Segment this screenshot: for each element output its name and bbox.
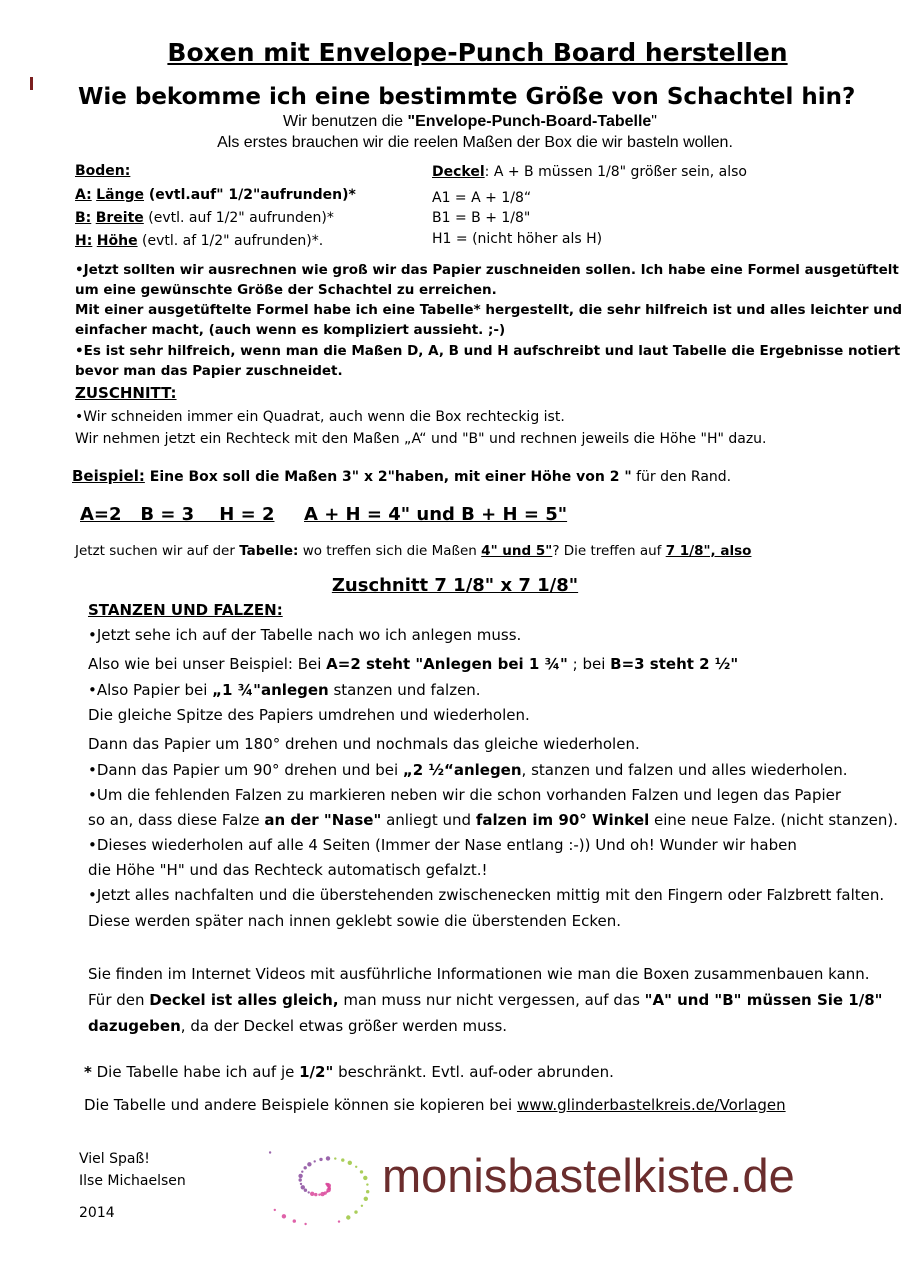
stanzen-l2d: B=3 steht 2 ½"	[610, 655, 739, 673]
boden-b	[75, 210, 334, 226]
stanzen-line: •Dieses wiederholen auf alle 4 Seiten (Immer der Nase entlang :-)) Und oh! Wunder wir haben	[88, 836, 797, 854]
deckel-h1: H1 = (nicht höher als H)	[432, 231, 603, 247]
search-p2: Tabelle:	[239, 543, 299, 559]
search-p1: Jetzt suchen wir auf der	[75, 543, 240, 559]
internet-l2d: "A" und "B" müssen Sie 1/8"	[644, 991, 883, 1009]
deckel-heading	[432, 164, 747, 180]
stanzen-line	[88, 655, 738, 673]
formula-left: A=2 B = 3 H = 2	[80, 504, 275, 525]
margin-mark	[30, 77, 33, 90]
stanzen-heading: STANZEN UND FALZEN:	[88, 601, 283, 619]
beispiel-label: Beispiel:	[72, 467, 145, 485]
internet-l2b: Deckel ist alles gleich,	[149, 991, 339, 1009]
para1-line: bevor man das Papier zuschneidet.	[75, 363, 343, 379]
note-a: Die Tabelle habe ich auf je	[91, 1063, 300, 1081]
internet-l3b: , da der Deckel etwas größer werden muss.	[180, 1017, 508, 1035]
boden-h-label: H:	[75, 233, 93, 249]
page-title: Boxen mit Envelope-Punch Board herstellen	[167, 38, 788, 67]
internet-line	[88, 991, 882, 1009]
stanzen-line	[88, 811, 898, 829]
boden-heading: Boden:	[75, 163, 131, 179]
intro-prefix: Wir benutzen die	[283, 113, 408, 130]
beispiel-line	[72, 467, 731, 485]
stanzen-line: •Um die fehlenden Falzen zu markieren neben wir die schon vorhanden Falzen und legen das Papier	[88, 786, 842, 804]
stanzen-line: Diese werden später nach innen geklebt sowie die überstenden Ecken.	[88, 912, 622, 930]
internet-line: Sie finden im Internet Videos mit ausführliche Informationen wie man die Boxen zusammenbauen kann.	[88, 965, 870, 983]
stanzen-l8e: eine neue Falze. (nicht stanzen).	[649, 811, 898, 829]
stanzen-line: Dann das Papier um 180° drehen und nochmals das gleiche wiederholen.	[88, 735, 640, 753]
deckel-rest: : A + B müssen 1/8" größer sein, also	[484, 164, 747, 180]
logo-text: monisbastelkiste.de	[382, 1149, 795, 1202]
internet-line	[88, 1017, 507, 1035]
boden-b-rest: (evtl. auf 1/2" aufrunden)*	[143, 210, 334, 226]
stanzen-l8b: an der "Nase"	[264, 811, 382, 829]
stanzen-line: •Jetzt sehe ich auf der Tabelle nach wo ich anlegen muss.	[88, 626, 522, 644]
stanzen-l8d: falzen im 90° Winkel	[475, 811, 650, 829]
stanzen-line: •Jetzt alles nachfalten und die überstehenden zwischenecken mittig mit den Fingern oder Falzbrett falten.	[88, 886, 885, 904]
boden-h-name: Höhe	[96, 233, 138, 249]
stanzen-l8c: anliegt und	[381, 811, 476, 829]
stanzen-l3c: stanzen und falzen.	[328, 681, 481, 699]
internet-l2a: Für den	[88, 991, 150, 1009]
stanzen-line: die Höhe "H" und das Rechteck automatisch gefalzt.!	[88, 861, 488, 879]
search-p4: 4" und 5"	[481, 543, 553, 559]
deckel-label: Deckel	[432, 164, 485, 180]
stanzen-l6c: , stanzen und falzen und alles wiederholen.	[521, 761, 848, 779]
zuschnitt-line: Wir nehmen jetzt ein Rechteck mit den Maßen „A“ und "B" und rechnen jeweils die Höhe "H" dazu.	[75, 431, 767, 447]
boden-a-name: Länge	[96, 187, 145, 203]
signature-line: Viel Spaß!	[79, 1151, 150, 1167]
internet-l2c: man muss nur nicht vergessen, auf das	[338, 991, 645, 1009]
stanzen-l6b: „2 ½“anlegen	[402, 761, 522, 779]
stanzen-l3a: •Also Papier bei	[88, 681, 213, 699]
subtitle: Wie bekomme ich eine bestimmte Größe von Schachtel hin?	[78, 84, 856, 110]
stanzen-l8a: so an, dass diese Falze	[88, 811, 265, 829]
stanzen-l2b: A=2 steht "Anlegen bei 1 ¾"	[326, 655, 568, 673]
stanzen-line	[88, 761, 847, 779]
asterisk-icon: *	[84, 1063, 92, 1081]
boden-a-rest: (evtl.auf" 1/2"aufrunden)*	[144, 187, 356, 203]
copy-text: Die Tabelle und andere Beispiele können sie kopieren bei	[84, 1096, 517, 1114]
boden-a	[75, 187, 356, 203]
intro-bold: "Envelope-Punch-Board-Tabelle	[407, 113, 652, 130]
beispiel-rest: für den Rand.	[631, 469, 732, 485]
signature-name: Ilse Michaelsen	[79, 1173, 186, 1189]
zuschnitt-result: Zuschnitt 7 1/8" x 7 1/8"	[331, 575, 579, 596]
deckel-b1: B1 = B + 1/8"	[432, 210, 531, 226]
note-line	[84, 1063, 614, 1081]
search-line	[75, 543, 751, 559]
para1-line: einfacher macht, (auch wenn es kompliziert aussieht. ;-)	[75, 322, 506, 338]
intro-suffix: "	[651, 113, 657, 130]
para1-line: um eine gewünschte Größe der Schachtel zu erreichen.	[75, 282, 497, 298]
boden-h-rest: (evtl. af 1/2" aufrunden)*.	[137, 233, 324, 249]
boden-h	[75, 233, 323, 249]
zuschnitt-line: •Wir schneiden immer ein Quadrat, auch wenn die Box rechteckig ist.	[75, 409, 565, 425]
stanzen-l2c: ; bei	[567, 655, 611, 673]
deckel-a1: A1 = A + 1/8“	[432, 190, 532, 206]
boden-b-name: Breite	[95, 210, 144, 226]
stanzen-line: Die gleiche Spitze des Papiers umdrehen und wiederholen.	[88, 706, 530, 724]
formula-right: A + H = 4" und B + H = 5"	[304, 504, 568, 525]
intro-line-2: Als erstes brauchen wir die reelen Maßen der Box die wir basteln wollen.	[217, 134, 733, 151]
para1-line: Mit einer ausgetüftelte Formel habe ich eine Tabelle* hergestellt, die sehr hilfreich ist und alles leichter und	[75, 302, 903, 318]
note-b: 1/2"	[299, 1063, 334, 1081]
para1-line: •Jetzt sollten wir ausrechnen wie groß wir das Papier zuschneiden sollen. Ich habe eine Formel ausgetüftelt	[75, 262, 899, 278]
intro-line	[0, 113, 905, 131]
beispiel-bold: Eine Box soll die Maßen 3" x 2"haben, mit einer Höhe von 2 "	[144, 469, 632, 485]
stanzen-l2a: Also wie bei unser Beispiel: Bei	[88, 655, 327, 673]
search-p3: wo treffen sich die Maßen	[298, 543, 482, 559]
vorlagen-link[interactable]: www.glinderbastelkreis.de/Vorlagen	[516, 1096, 786, 1114]
zuschnitt-heading: ZUSCHNITT:	[75, 384, 177, 402]
boden-b-label: B:	[75, 210, 92, 226]
logo-spiral-icon	[268, 1146, 380, 1226]
stanzen-line	[88, 681, 481, 699]
para1-line: •Es ist sehr hilfreich, wenn man die Maßen D, A, B und H aufschreibt und laut Tabelle die Ergebnisse notiert	[75, 343, 901, 359]
search-p5: ? Die treffen auf	[552, 543, 666, 559]
copy-line	[84, 1096, 786, 1114]
search-p6: 7 1/8", also	[665, 543, 752, 559]
stanzen-l6a: •Dann das Papier um 90° drehen und bei	[88, 761, 403, 779]
note-c: beschränkt. Evtl. auf-oder abrunden.	[333, 1063, 614, 1081]
boden-a-label: A:	[75, 187, 92, 203]
stanzen-l3b: „1 ¾"anlegen	[212, 681, 329, 699]
signature-year: 2014	[79, 1205, 115, 1221]
internet-l3: dazugeben	[88, 1017, 181, 1035]
